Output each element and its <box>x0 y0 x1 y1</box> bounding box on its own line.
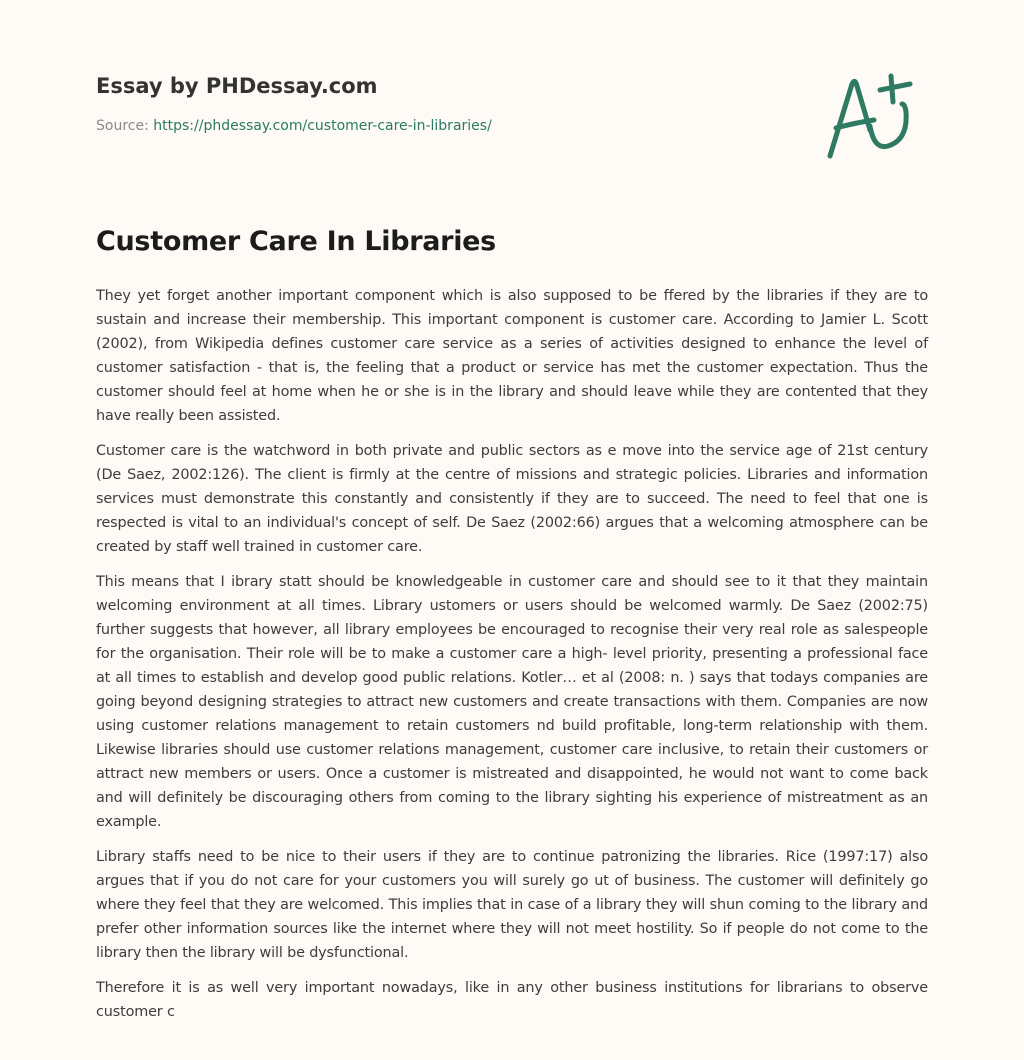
essay-title: Customer Care In Libraries <box>96 226 496 257</box>
essay-body <box>96 284 928 1035</box>
essay-paragraph: This means that I ibrary statt should be knowledgeable in customer care and should see to it that they maintain welcoming environment at all times. Library ustomers or users should be welcomed warmly. De Saez (2002:75) further suggests that however, all library employees be encouraged to recognise their very real role as salespeople for the organisation. Their role will be to make a customer care a high- level priority, presenting a professional face at all times to establish and develop good public relations. Kotler… et al (2008: n. ) says that todays companies are going beyond designing strategies to attract new customers and create transactions with them. Companies are now using customer relations management to retain customers nd build profitable, long-term relationship with them. Likewise libraries should use customer relations management, customer care inclusive, to retain their customers or attract new members or users. Once a customer is mistreated and disappointed, he would not want to come back and will definitely be discouraging others from coming to the library sighting his experience of mistreatment as an example. <box>96 574 928 830</box>
source-label: Source: <box>96 118 154 134</box>
essay-paragraph: They yet forget another important component which is also supposed to be ffered by the libraries if they are to sustain and increase their membership. This important component is customer care. According to Jamier L. Scott (2002), from Wikipedia defines customer care service as a series of activities designed to enhance the level of customer satisfaction - that is, the feeling that a product or service has met the customer expectation. Thus the customer should feel at home when he or she is in the library and should leave while they are contented that they have really been assisted. <box>96 288 928 424</box>
source-link[interactable]: https://phdessay.com/customer-care-in-libraries/ <box>153 118 492 134</box>
page-header <box>96 74 696 134</box>
source-line <box>96 118 696 134</box>
essay-paragraph: Customer care is the watchword in both private and public sectors as e move into the service age of 21st century (De Saez, 2002:126). The client is firmly at the centre of missions and strategic policies. Libraries and information services must demonstrate this constantly and consistently if they are to succeed. The need to feel that one is respected is vital to an individual's concept of self. De Saez (2002:66) argues that a welcoming atmosphere can be created by staff well trained in customer care. <box>96 443 928 555</box>
site-title: Essay by PHDessay.com <box>96 74 378 98</box>
essay-paragraph: Therefore it is as well very important nowadays, like in any other business institutions for librarians to observe customer c <box>96 980 928 1020</box>
a-plus-grade-icon <box>822 68 928 164</box>
essay-paragraph: Library staffs need to be nice to their users if they are to continue patronizing the libraries. Rice (1997:17) also argues that if you do not care for your customers you will surely go ut of business. The customer will definitely go where they feel that they are welcomed. This implies that in case of a library they will shun coming to the library and prefer other information sources like the internet where they will not meet hostility. So if people do not come to the library then the library will be dysfunctional. <box>96 849 928 961</box>
